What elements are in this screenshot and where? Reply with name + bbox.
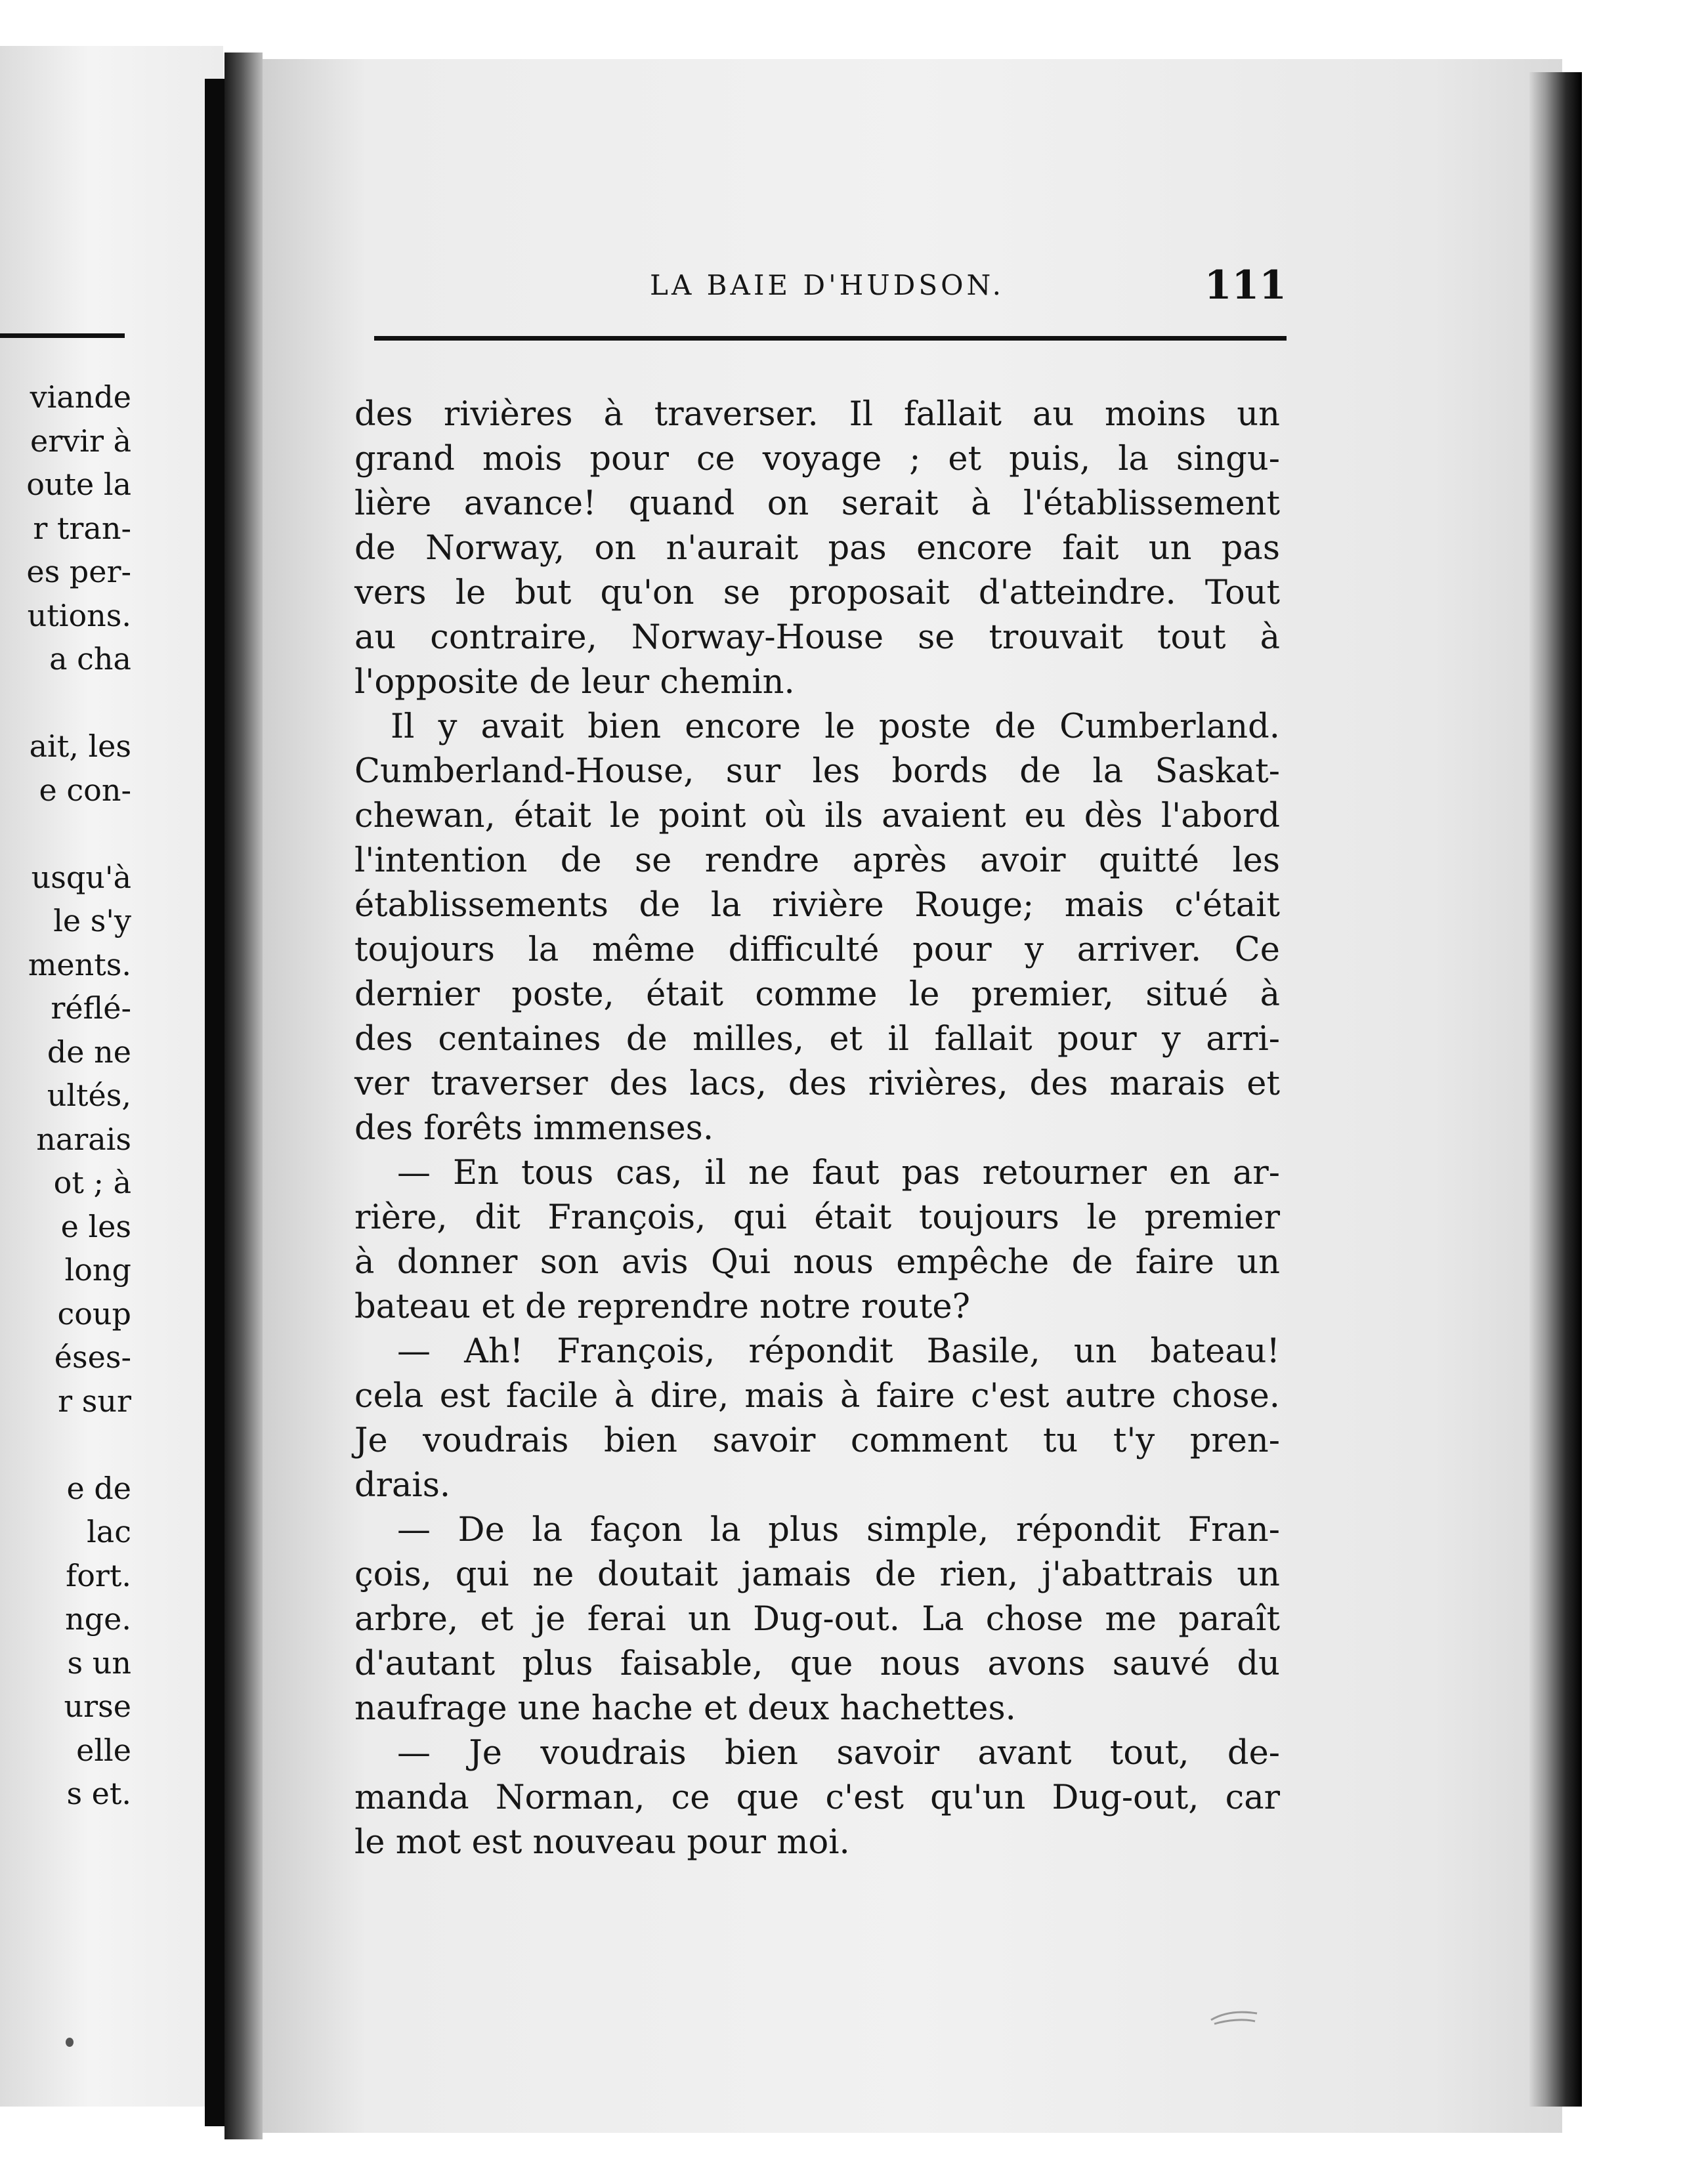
left-page-line: urse bbox=[64, 1689, 131, 1724]
text-line: grand mois pour ce voyage ; et puis, la singu- bbox=[354, 440, 1280, 478]
left-page-line: viande bbox=[30, 379, 131, 415]
text-line: d'autant plus faisable, que nous avons sauvé du bbox=[354, 1645, 1280, 1683]
body-text bbox=[354, 392, 1280, 1865]
dialogue-start-line: — En tous cas, il ne faut pas retourner en ar- bbox=[397, 1154, 1280, 1192]
text-line: drais. bbox=[354, 1466, 451, 1505]
left-page-header-rule bbox=[0, 333, 125, 338]
binding-gutter-shadow bbox=[224, 52, 263, 2139]
left-page-line: de ne bbox=[47, 1034, 131, 1070]
text-line: manda Norman, ce que c'est qu'un Dug-out, car bbox=[354, 1778, 1280, 1817]
text-line: des centaines de milles, et il fallait pour y arri- bbox=[354, 1020, 1280, 1059]
text-line: Cumberland-House, sur les bords de la Saskat- bbox=[354, 752, 1280, 791]
page-number: 111 bbox=[1204, 262, 1287, 308]
text-line: cela est facile à dire, mais à faire c'est autre chose. bbox=[354, 1377, 1280, 1416]
ink-speck bbox=[66, 2038, 74, 2047]
text-line: lière avance! quand on serait à l'établissement bbox=[354, 484, 1280, 523]
text-line: ver traverser des lacs, des rivières, des marais et bbox=[354, 1064, 1280, 1103]
pencil-mark bbox=[1208, 2007, 1260, 2026]
text-line: des rivières à traverser. Il fallait au moins un bbox=[354, 395, 1280, 434]
left-page-line: narais bbox=[36, 1121, 131, 1157]
left-page-line: oute la bbox=[26, 467, 131, 502]
left-page-line: coup bbox=[57, 1295, 131, 1332]
text-line: bateau et de reprendre notre route? bbox=[354, 1288, 970, 1326]
left-page-line: usqu'à bbox=[31, 859, 131, 895]
dialogue-start-line: — Je voudrais bien savoir avant tout, de- bbox=[397, 1734, 1280, 1773]
left-page-line: réflé- bbox=[51, 990, 131, 1026]
text-line: l'opposite de leur chemin. bbox=[354, 663, 795, 702]
left-page-line: s un bbox=[67, 1645, 131, 1681]
left-page-line: long bbox=[64, 1252, 131, 1288]
left-page-line: fort. bbox=[66, 1557, 131, 1593]
left-page-line: r tran- bbox=[33, 510, 131, 546]
text-line: Je voudrais bien savoir comment tu t'y pren- bbox=[354, 1421, 1280, 1460]
header-rule bbox=[374, 336, 1287, 341]
left-page-line: lac bbox=[87, 1514, 131, 1549]
text-line: établissements de la rivière Rouge; mais c'était bbox=[354, 886, 1280, 925]
text-line: toujours la même difficulté pour y arriver. Ce bbox=[354, 931, 1280, 969]
text-line: naufrage une hache et deux hachettes. bbox=[354, 1689, 1016, 1728]
text-line: vers le but qu'on se proposait d'atteindre. Tout bbox=[354, 574, 1280, 612]
left-page-line: le s'y bbox=[53, 903, 131, 938]
left-page-line: e de bbox=[66, 1470, 131, 1506]
left-page-line: ments. bbox=[28, 946, 131, 982]
dialogue-start-line: — Ah! François, répondit Basile, un bateau! bbox=[397, 1332, 1280, 1371]
text-line: l'intention de se rendre après avoir quitté les bbox=[354, 841, 1280, 880]
left-page-line: utions. bbox=[27, 597, 131, 633]
text-line: dernier poste, était comme le premier, situé à bbox=[354, 975, 1280, 1014]
text-line: des forêts immenses. bbox=[354, 1109, 714, 1148]
text-line: chewan, était le point où ils avaient eu dès l'abord bbox=[354, 797, 1280, 835]
left-page-line: e con- bbox=[39, 772, 131, 808]
binding-edge bbox=[205, 79, 224, 2126]
text-line: arbre, et je ferai un Dug-out. La chose me paraît bbox=[354, 1600, 1280, 1639]
text-line: à donner son avis Qui nous empêche de faire un bbox=[354, 1243, 1280, 1282]
left-page-line: ait, les bbox=[29, 728, 131, 764]
text-line: çois, qui ne doutait jamais de rien, j'abattrais un bbox=[354, 1555, 1280, 1594]
left-page-line: éses- bbox=[54, 1339, 131, 1375]
page-stack-edge bbox=[1529, 72, 1582, 2107]
text-line: au contraire, Norway-House se trouvait tout à bbox=[354, 618, 1280, 657]
text-line: rière, dit François, qui était toujours le premier bbox=[354, 1198, 1280, 1237]
dialogue-start-line: — De la façon la plus simple, répondit Fran- bbox=[397, 1511, 1280, 1549]
running-head: LA BAIE D'HUDSON. bbox=[650, 269, 1004, 301]
text-line: le mot est nouveau pour moi. bbox=[354, 1823, 850, 1862]
left-page-line: elle bbox=[76, 1732, 131, 1768]
text-line: de Norway, on n'aurait pas encore fait un pas bbox=[354, 529, 1280, 568]
left-page-line: s et. bbox=[66, 1776, 131, 1811]
left-page-line: ultés, bbox=[47, 1078, 131, 1113]
left-page-line: e les bbox=[60, 1208, 131, 1244]
left-page-line: nge. bbox=[65, 1601, 131, 1637]
left-page-line: a cha bbox=[49, 641, 131, 677]
left-page-line: ervir à bbox=[30, 423, 131, 459]
left-page-line: ot ; à bbox=[53, 1165, 131, 1200]
left-page-line: es per- bbox=[26, 554, 131, 589]
paragraph-start-line: Il y avait bien encore le poste de Cumberland. bbox=[391, 707, 1280, 746]
left-page-line: r sur bbox=[58, 1383, 131, 1419]
